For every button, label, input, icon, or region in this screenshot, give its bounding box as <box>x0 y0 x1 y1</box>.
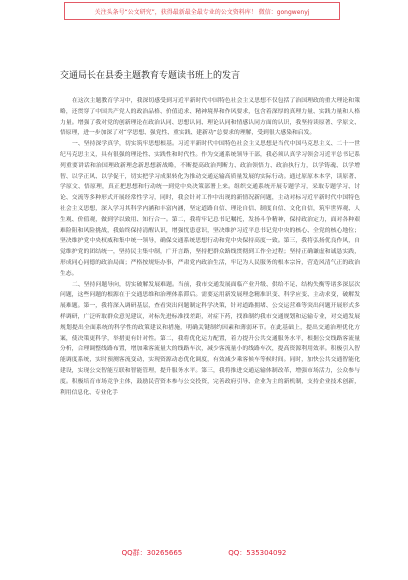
promo-banner[interactable] <box>64 2 340 20</box>
promo-banner-text: 关注头条号“公文研究”，获得最新最全最专业的公文资料库！ 微信：gongwenyj <box>94 8 310 16</box>
document-title: 交通局长在县委主题教育专题读书班上的发言 <box>60 71 241 81</box>
paragraph-intro: 在这次主题教育学习中，我深切感受到习近平新时代中国特色社会主义思想不仅包括了治国理政的重大理论和策略，还贯穿了中国共产党人的政治品格、价值追求、精神境界和作风要求，包含着深厚的真理力量、实践力量和人格力量。增强了我对党的创新理论在政治认同、思想认同、理论认同和情感认同方面的认识，我坚持读原著、学原文、悟原理，进一步加深了对“学思想、强党性、重实践、建新功”总要求的理解，受到很大感染和启发。 <box>60 98 360 137</box>
paragraph-section-1: 一、坚持深学真学，切实筑牢思想根基。习近平新时代中国特色社会主义思想是当代中国马克思主义、二十一世纪马克思主义，具有很强的理论性、实践性和时代性。作为交通系统领导干部，我必须认真学习领会习近平总书记系列重要讲话和治国理政新理念新思想新战略，不断提高政治判断力、政治领悟力、政治执行力，以学铸魂、以学增智、以学正风、以学促干，切实把学习成果转化为推动交通运输高质量发展的实际行动。通过原原本本学，读原著、学原文、悟原理，真正把思想和行动统一到党中央决策部署上来。组织交通系统开展专题学习，采取专题学习、讨论、交流等多种形式开展经常性学习，同时，我会针对工作中出现的新情况新问题，主动对标习近平新时代中国特色社会主义思想，深入学习其科学内涵和丰富内涵，坚定道路自信、理论自信、制度自信、文化自信，筑牢世界观、人生观、价值观，做到学以致用、知行合一。第二，我将牢记总书记嘱托，发扬斗争精神，保持政治定力，面对各种艰难险阻和风险挑战，我始终保持清醒认识，增强忧患意识，坚决维护习近平总书记党中央的核心、全党的核心地位；坚决维护党中央权威和集中统一领导，确保交通系统思想行动和党中央保持高度一致。第三，我将弘扬优良作风，自觉维护党的团结统一，坚持民主集中制，广开言路，坚持把群众路线贯彻到工作全过程；坚持正确谦虚和诚恳实践，形成同心同德的政治局面；严格按规矩办事，严肃党内政治生活，牢记为人民服务的根本宗旨，营造风清气正的政治生态。 <box>60 141 360 277</box>
qq-label: QQ：535304092 <box>228 549 287 557</box>
paragraph-section-2: 二、坚持问题导向，切实破解发展难题。当前，我市交通发展面临产业升级、供给不足、结构失衡等诸多深层次问题，这些问题的根源在于交通思维和治理体系滞后。需要运用新发展理念精准识变、科学应变、主动求变，破解发展难题。第一，我将深入调研基层，查看突出问题制定科学决策，针对道路拥堵、公交运营难等突出问题开展形式多样调研，广泛听取群众意见建议，对标先进标准找差距，对症下药，找准制约我市交通规划和运输专业，对交通发展规划提出全面系统的科学性的政策建议和措施，明确关键制约因素和薄弱环节。在此基础上，提出交通治理优化方案，使决策更科学，举措更有针对性。第二，我将优化运力配置，着力提升公共交通服务水平，根据公交线路客流量分析，合理调整线路布置，增加乘客流量大的线路车次，减少客流量小的线路车次，提高资源利用效率。积极引入智能调度系统，实时预测客流变动，实现资源动态优化调度，有效减少乘客候车等候时间。同时，加快公共交通智能化建设，实现公交智能互联和智能管理，提升服务水平。第三，我将推进交通运输体制改革，增强市场活力，公众参与度。积极培育市场竞争主体，鼓励民营资本参与公交投资，完善政府引导、企业为主的新机制，支持企业技术创新，利用信息化、专业化手 <box>60 281 360 396</box>
qq-group-label: QQ群：30265665 <box>121 549 183 557</box>
contact-footer <box>0 548 408 558</box>
document-body <box>60 96 360 398</box>
